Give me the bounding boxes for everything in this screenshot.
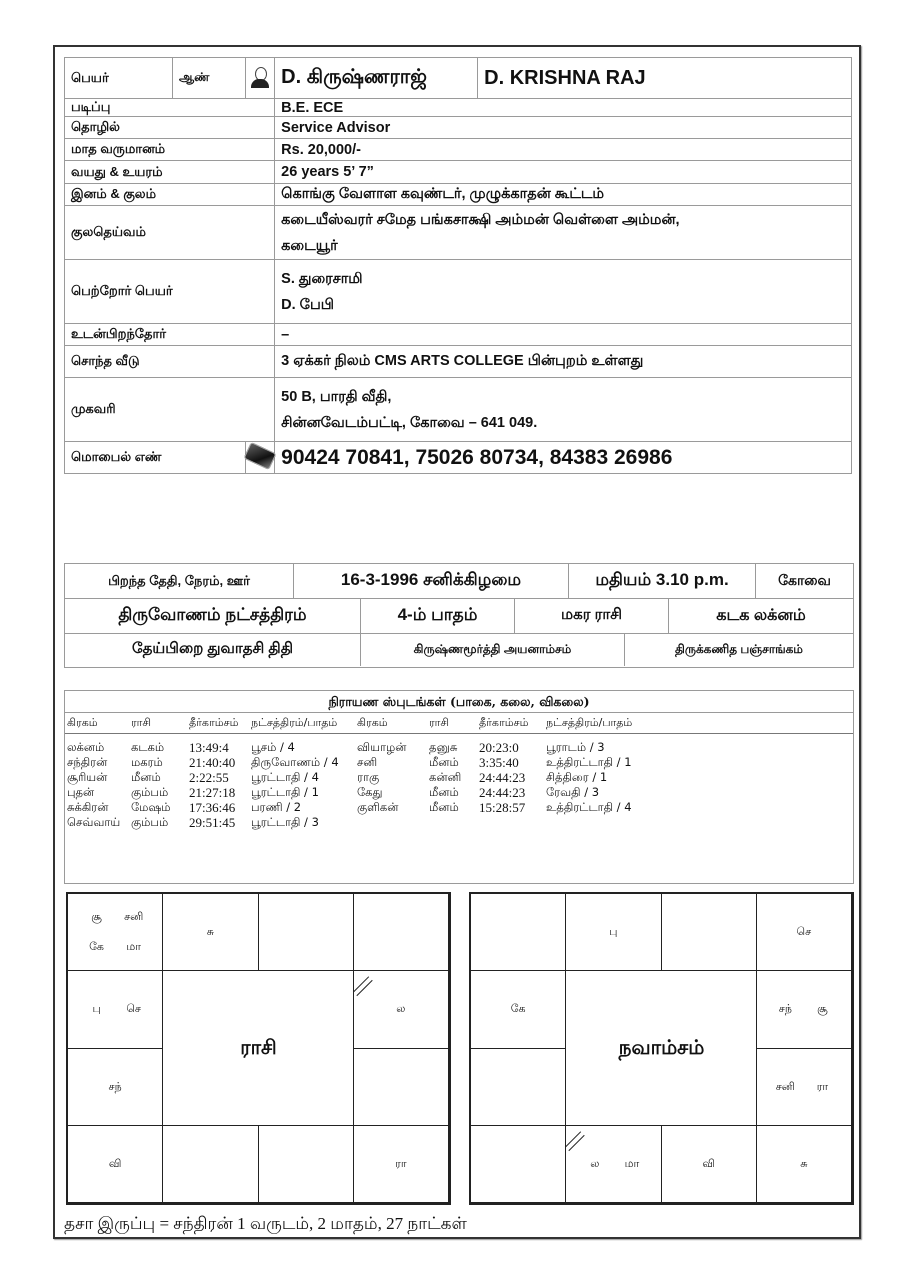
profile-row-value [275,260,852,324]
profile-row [65,161,852,184]
profile-row [65,139,852,161]
profile-value-line: 26 years 5’ 7” [281,164,374,180]
profile-row [65,99,852,117]
profile-value-line: Service Advisor [281,119,391,136]
house-makaram [67,1048,163,1126]
sputam-cell: உத்திரட்டாதி / 4 [546,800,632,814]
navamsa-chart [469,892,854,1205]
house-kanni [756,1125,852,1203]
house-meenam [67,893,163,971]
sputam-cell: புதன் [67,785,95,799]
sputam-header-cell: கிரகம் [357,716,388,729]
profile-row-value [275,324,852,346]
sputam-header-cell: நட்சத்திரம்/பாதம் [251,716,338,729]
sputam-row [65,770,853,785]
sputam-cell: 13:49:4 [189,740,229,755]
profile-row-value [275,139,852,161]
thithi: தேய்பிறை துவாதசி திதி [65,633,361,666]
chart-title: நவாம்சம் [618,1035,705,1059]
profile-row-label: வயது & உயரம் [65,161,275,184]
sputam-cell: பூராடம் / 3 [546,740,605,754]
person-icon [249,66,271,88]
sputam-cell: பூசம் / 4 [251,740,295,754]
profile-row [65,324,852,346]
sputam-title: நிராயண ஸ்புடங்கள் (பாகை, கலை, விகலை) [65,691,853,713]
sputam-cell: 2:22:55 [189,770,229,785]
sputam-cell: கடகம் [131,740,165,754]
sputam-header-cell: ராசி [131,716,152,729]
sputam-cell: செவ்வாய் [67,815,121,829]
profile-table [64,57,852,474]
planet-label: பு [92,1002,101,1016]
planet-label: செ [126,1002,142,1016]
mobile-row [65,442,852,474]
profile-row-label: பெற்றோர் பெயர் [65,260,275,324]
house-simmam [353,1048,449,1126]
sputam-cell: சனி [357,755,378,769]
sputam-cell: 29:51:45 [189,815,236,830]
planet-label: கே [89,940,104,954]
mobile-phone-icon [244,442,277,470]
house-mithunam [353,893,449,971]
house-kumbam [67,970,163,1048]
profile-row-value [275,117,852,139]
sputam-cell: கும்பம் [131,815,169,829]
sputam-row [65,800,853,815]
sputam-cell: மீனம் [429,800,459,814]
planet-label: சூ [91,910,102,924]
house-rishabam [258,893,354,971]
sputam-header-cell: தீர்காம்சம் [189,716,239,729]
sputam-row [65,755,853,770]
nakshatra: திருவோணம் நட்சத்திரம் [65,598,361,633]
house-viruchikam [162,1125,258,1203]
profile-row [65,206,852,260]
birth-date: 16-3-1996 சனிக்கிழமை [294,564,569,598]
planet-label: மா [624,1156,640,1170]
sputam-cell: கன்னி [429,770,462,784]
profile-row-value [275,378,852,442]
profile-row-label: படிப்பு [65,99,275,117]
chart-title: ராசி [240,1035,277,1059]
name-english: D. KRISHNA RAJ [478,58,852,99]
birth-row-1 [65,564,853,599]
sputam-header-cell: நட்சத்திரம்/பாதம் [546,716,633,729]
sputam-table [64,690,854,884]
panchangam: திருக்கணித பஞ்சாங்கம் [675,641,803,656]
sputam-cell: 21:27:18 [189,785,236,800]
profile-value-line: 50 B, பாரதி வீதி, [281,388,392,405]
profile-row-label: இனம் & குலம் [65,184,275,206]
planet-label: சூ [817,1002,828,1016]
sputam-row [65,815,853,830]
profile-value-line: சின்னவேடம்பட்டி, கோவை – 641 049. [281,414,538,431]
profile-row [65,346,852,378]
birth-details-table [64,563,854,668]
house-meenam [470,893,566,971]
house-viruchikam [565,1125,661,1203]
rasi-chart [66,892,451,1205]
profile-value-line: கொங்கு வேளாள கவுண்டர், முழுக்காதன் கூட்டம் [281,185,605,202]
house-makaram [470,1048,566,1126]
sputam-cell: குளிகன் [357,800,399,814]
house-kanni [353,1125,449,1203]
profile-row-label: தொழில் [65,117,275,139]
profile-row-label: சொந்த வீடு [65,346,275,378]
sputam-cell: தனுசு [429,740,458,754]
house-mesham [565,893,661,971]
profile-value-line: B.E. ECE [281,99,344,116]
birth-label: பிறந்த தேதி, நேரம், ஊர் [65,564,294,598]
sputam-row [65,785,853,800]
planet-label: சனி [124,910,144,924]
house-kumbam [470,970,566,1048]
planet-label: வி [108,1156,122,1170]
sputam-cell: மேஷம் [131,800,171,814]
ayanamsa: கிருஷ்ணமூர்த்தி அயனாம்சம் [361,633,625,666]
profile-row-value [275,206,852,260]
profile-row-value [275,184,852,206]
planet-label: பு [609,925,618,939]
sputam-cell: ரேவதி / 3 [546,785,600,799]
sputam-cell: பூரட்டாதி / 1 [251,785,319,799]
house-kadakam [353,970,449,1048]
sputam-cell: கும்பம் [131,785,169,799]
house-dhanusu [470,1125,566,1203]
sputam-header-cell: தீர்காம்சம் [479,716,529,729]
profile-row-label: முகவரி [65,378,275,442]
lagnam: கடக லக்னம் [716,606,806,624]
sputam-cell: ராகு [357,770,380,784]
sputam-header-cell: ராசி [429,716,450,729]
sputam-cell: சந்திரன் [67,755,108,769]
planet-label: ரா [816,1079,829,1093]
profile-value-line: கடையூர் [281,237,338,254]
profile-row-value [275,99,852,117]
profile-row-value [275,161,852,184]
profile-row-label: குலதெய்வம் [65,206,275,260]
sputam-row [65,740,853,755]
sputam-cell: 24:44:23 [479,785,526,800]
name-row [65,58,852,99]
sputam-cell: வியாழன் [357,740,407,754]
sputam-cell: உத்திரட்டாதி / 1 [546,755,632,769]
name-label: பெயர் [65,58,173,99]
planet-label: சு [206,925,214,939]
birth-row-2 [65,598,853,634]
sputam-header [65,713,853,734]
sputam-cell: கேது [357,785,383,799]
planet-label: ல [396,1002,406,1016]
mobile-numbers: 90424 70841, 75026 80734, 84383 26986 [275,442,852,474]
profile-row-label: உடன்பிறந்தோர் [65,324,275,346]
profile-row [65,260,852,324]
sputam-cell: மீனம் [429,755,459,769]
planet-label: கே [510,1002,526,1016]
profile-value-line: – [281,326,290,343]
planet-label: ல [590,1156,600,1170]
profile-value-line: Rs. 20,000/- [281,141,361,158]
sputam-header-cell: கிரகம் [67,716,98,729]
planet-label: செ [796,925,812,939]
birth-place: கோவை [778,571,831,588]
sputam-cell: 21:40:40 [189,755,236,770]
sputam-cell: பூரட்டாதி / 4 [251,770,319,784]
sputam-cell: பூரட்டாதி / 3 [251,815,319,829]
planet-label: சந் [778,1002,792,1016]
sputam-cell: மகரம் [131,755,163,769]
profile-row-value [275,346,852,378]
planet-label: சு [800,1156,808,1170]
profile-row [65,378,852,442]
gender-value: ஆண் [173,58,246,99]
planet-label: ரா [395,1156,407,1170]
house-simmam [756,1048,852,1126]
birth-row-3 [65,633,853,666]
house-thulam [661,1125,757,1203]
profile-row [65,184,852,206]
sputam-cell: மீனம் [131,770,161,784]
sputam-body [65,734,853,830]
sputam-cell: 24:44:23 [479,770,526,785]
house-thulam [258,1125,354,1203]
rasi: மகர ராசி [515,598,669,633]
planet-label: வி [702,1156,715,1170]
profile-row [65,117,852,139]
profile-value-line: கடையீஸ்வரர் சமேத பங்கசாக்ஷி அம்மன் வெள்ளை அம்மன், [281,211,680,228]
name-tamil: D. கிருஷ்ணராஜ் [275,58,478,99]
house-kadakam [756,970,852,1048]
sputam-cell: 15:28:57 [479,800,526,815]
house-rishabam [661,893,757,971]
sputam-cell: 17:36:46 [189,800,236,815]
sputam-cell: திருவோணம் / 4 [251,755,339,769]
sputam-cell: லக்னம் [67,740,105,754]
profile-value-line: S. துரைசாமி [281,270,363,287]
sputam-cell: சித்திரை / 1 [546,770,608,784]
sputam-cell: 20:23:0 [479,740,519,755]
planet-label: சந் [108,1079,122,1093]
planet-label: சனி [775,1079,795,1093]
padam: 4-ம் பாதம் [361,598,515,633]
dasa-balance: தசா இருப்பு = சந்திரன் 1 வருடம், 2 மாதம், 27 நாட்கள் [64,1214,467,1233]
profile-value-line: 3 ஏக்கர் நிலம் CMS ARTS COLLEGE பின்புறம் உள்ளது [281,352,644,369]
sputam-cell: சூரியன் [67,770,108,784]
house-mithunam [756,893,852,971]
sputam-cell: 3:35:40 [479,755,519,770]
sputam-cell: பரணி / 2 [251,800,302,814]
house-dhanusu [67,1125,163,1203]
house-mesham [162,893,258,971]
profile-row-label: மாத வருமானம் [65,139,275,161]
sputam-cell: சுக்கிரன் [67,800,109,814]
birth-time: மதியம் 3.10 p.m. [569,564,756,598]
profile-value-line: D. பேபி [281,296,334,313]
sputam-cell: மீனம் [429,785,459,799]
planet-label: மா [126,940,141,954]
mobile-label: மொபைல் எண் [65,442,246,474]
